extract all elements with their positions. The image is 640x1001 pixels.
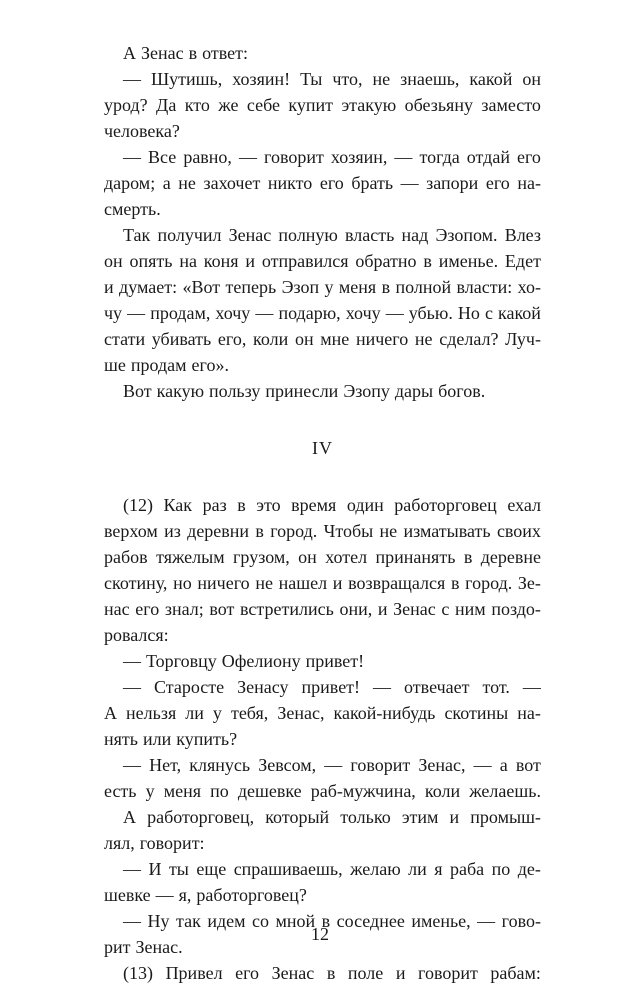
text-line: чу — продам, хочу — подарю, хочу — убью. Но с какой	[104, 302, 541, 323]
text-line: — Ну так идем со мной в соседнее именье, — гово-	[123, 910, 541, 931]
text-line: нас его знал; вот встретились они, и Зенас с ним поздо-	[104, 598, 541, 619]
text-block-2	[104, 492, 541, 986]
text-line: смерть.	[104, 198, 161, 219]
text-line: ровался:	[104, 624, 169, 645]
text-line: он опять на коня и отправился обратно в именье. Едет	[104, 250, 541, 271]
text-line: — Нет, клянусь Зевсом, — говорит Зенас, — а вот	[123, 754, 541, 775]
text-line: А Зенас в ответ:	[123, 42, 249, 63]
section-heading: IV	[312, 437, 333, 458]
page-number: 12	[311, 924, 329, 944]
text-line: А работорговец, который только этим и промыш-	[123, 806, 541, 827]
text-line: лял, говорит:	[104, 832, 205, 853]
text-line: (12) Как раз в это время один работорговец ехал	[123, 494, 541, 515]
page-text	[104, 40, 541, 986]
text-line: шевке — я, работорговец?	[104, 884, 307, 905]
text-line: урод? Да кто же себе купит этакую обезьяну заместо	[104, 94, 541, 115]
text-line: даром; а не захочет никто его брать — запори его на-	[104, 172, 541, 193]
text-line: рабов тяжелым грузом, он хотел принанять в деревне	[104, 546, 541, 567]
text-line: нять или купить?	[104, 728, 238, 749]
text-line: есть у меня по дешевке раб-мужчина, коли желаешь.	[104, 780, 541, 801]
text-line: (13) Привел его Зенас в поле и говорит рабам:	[123, 962, 541, 983]
text-line: Так получил Зенас полную власть над Эзопом. Влез	[123, 224, 541, 245]
text-line: и думает: «Вот теперь Эзоп у меня в полной власти: хо-	[104, 276, 541, 297]
text-line: верхом из деревни в город. Чтобы не изматывать своих	[104, 520, 541, 541]
text-line: рит Зенас.	[104, 936, 183, 957]
text-line: — Торговцу Офелиону привет!	[123, 650, 365, 671]
text-line: — Старосте Зенасу привет! — отвечает тот. —	[123, 676, 541, 697]
text-line: стати убивать его, коли он мне ничего не сделал? Луч-	[104, 328, 541, 349]
text-line: — Шутишь, хозяин! Ты что, не знаешь, какой он	[123, 68, 541, 89]
text-line: человека?	[104, 120, 180, 141]
text-line: — Все равно, — говорит хозяин, — тогда отдай его	[123, 146, 541, 167]
text-line: ше продам его».	[104, 354, 229, 375]
text-line: Вот какую пользу принесли Эзопу дары богов.	[123, 380, 486, 401]
text-line: — И ты еще спрашиваешь, желаю ли я раба по де-	[123, 858, 541, 879]
text-line: А нельзя ли у тебя, Зенас, какой-нибудь скотины на-	[104, 702, 541, 723]
text-line: скотину, но ничего не нашел и возвращался в город. Зе-	[104, 572, 541, 593]
text-block-1	[104, 40, 541, 404]
